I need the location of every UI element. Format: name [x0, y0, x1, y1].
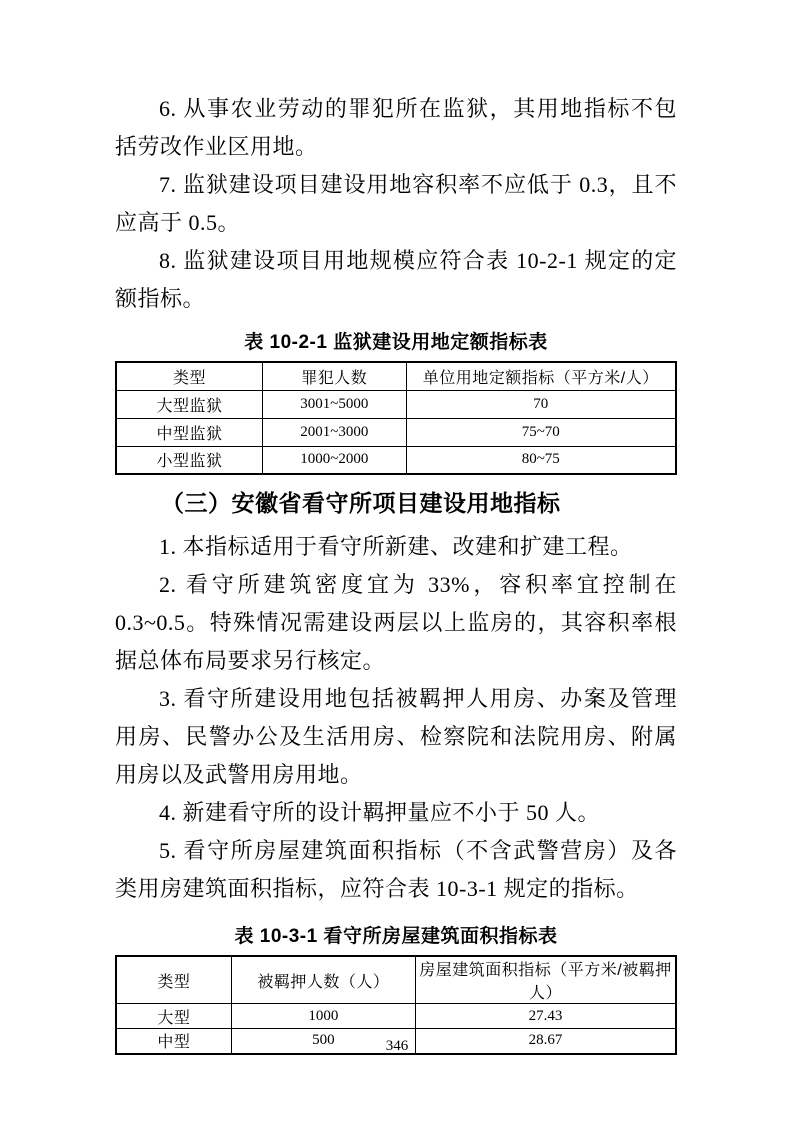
table-header-cell: 房屋建筑面积指标（平方米/被羁押人） — [416, 956, 676, 1004]
table-cell: 大型监狱 — [116, 390, 263, 418]
table-header-row — [116, 956, 676, 1004]
table-cell: 中型 — [116, 1029, 231, 1054]
table-cell: 大型 — [116, 1004, 231, 1029]
table-cell: 1000~2000 — [263, 446, 407, 474]
table-cell: 2001~3000 — [263, 418, 407, 446]
paragraph-item-5: 5. 看守所房屋建筑面积指标（不含武警营房）及各类用房建筑面积指标，应符合表 10-3-1 规定的指标。 — [115, 838, 677, 901]
table-cell: 70 — [406, 390, 676, 418]
paragraph-item-7: 7. 监狱建设项目建设用地容积率不应低于 0.3，且不应高于 0.5。 — [115, 172, 677, 235]
table-row — [116, 1004, 676, 1029]
section-heading: （三）安徽省看守所项目建设用地指标 — [161, 490, 561, 516]
page-number: 346 — [385, 1038, 409, 1054]
paragraph-item-3: 3. 看守所建设用地包括被羁押人用房、办案及管理用房、民警办公及生活用房、检察院和法院用房、附属用房以及武警用房用地。 — [115, 686, 677, 787]
table-cell: 3001~5000 — [263, 390, 407, 418]
table-10-2-1-title: 表 10-2-1 监狱建设用地定额指标表 — [244, 332, 548, 353]
table-cell: 500 — [231, 1029, 415, 1054]
table-10-2-1 — [115, 361, 677, 475]
table-cell: 28.67 — [416, 1029, 676, 1054]
table-header-cell: 类型 — [116, 362, 263, 390]
paragraph-item-6: 6. 从事农业劳动的罪犯所在监狱，其用地指标不包括劳改作业区用地。 — [115, 96, 677, 159]
paragraph-item-1: 1. 本指标适用于看守所新建、改建和扩建工程。 — [159, 534, 633, 559]
table-cell: 小型监狱 — [116, 446, 263, 474]
table-cell: 80~75 — [406, 446, 676, 474]
table-header-cell: 单位用地定额指标（平方米/人） — [406, 362, 676, 390]
page-content — [115, 90, 677, 1055]
table-header-cell: 类型 — [116, 956, 231, 1004]
table-cell: 75~70 — [406, 418, 676, 446]
paragraph-item-2: 2. 看守所建筑密度宜为 33%，容积率宜控制在 0.3~0.5。特殊情况需建设两层以上监房的，其容积率根据总体布局要求另行核定。 — [115, 572, 677, 673]
table-header-cell: 罪犯人数 — [263, 362, 407, 390]
table-cell: 1000 — [231, 1004, 415, 1029]
table-header-cell: 被羁押人数（人） — [231, 956, 415, 1004]
table-row — [116, 390, 676, 418]
table-row — [116, 446, 676, 474]
paragraph-item-4: 4. 新建看守所的设计羁押量应不小于 50 人。 — [159, 800, 601, 825]
table-10-3-1-title: 表 10-3-1 看守所房屋建筑面积指标表 — [234, 926, 558, 947]
table-header-row — [116, 362, 676, 390]
table-row — [116, 418, 676, 446]
table-cell: 中型监狱 — [116, 418, 263, 446]
paragraph-item-8: 8. 监狱建设项目用地规模应符合表 10-2-1 规定的定额指标。 — [115, 248, 677, 311]
table-cell: 27.43 — [416, 1004, 676, 1029]
